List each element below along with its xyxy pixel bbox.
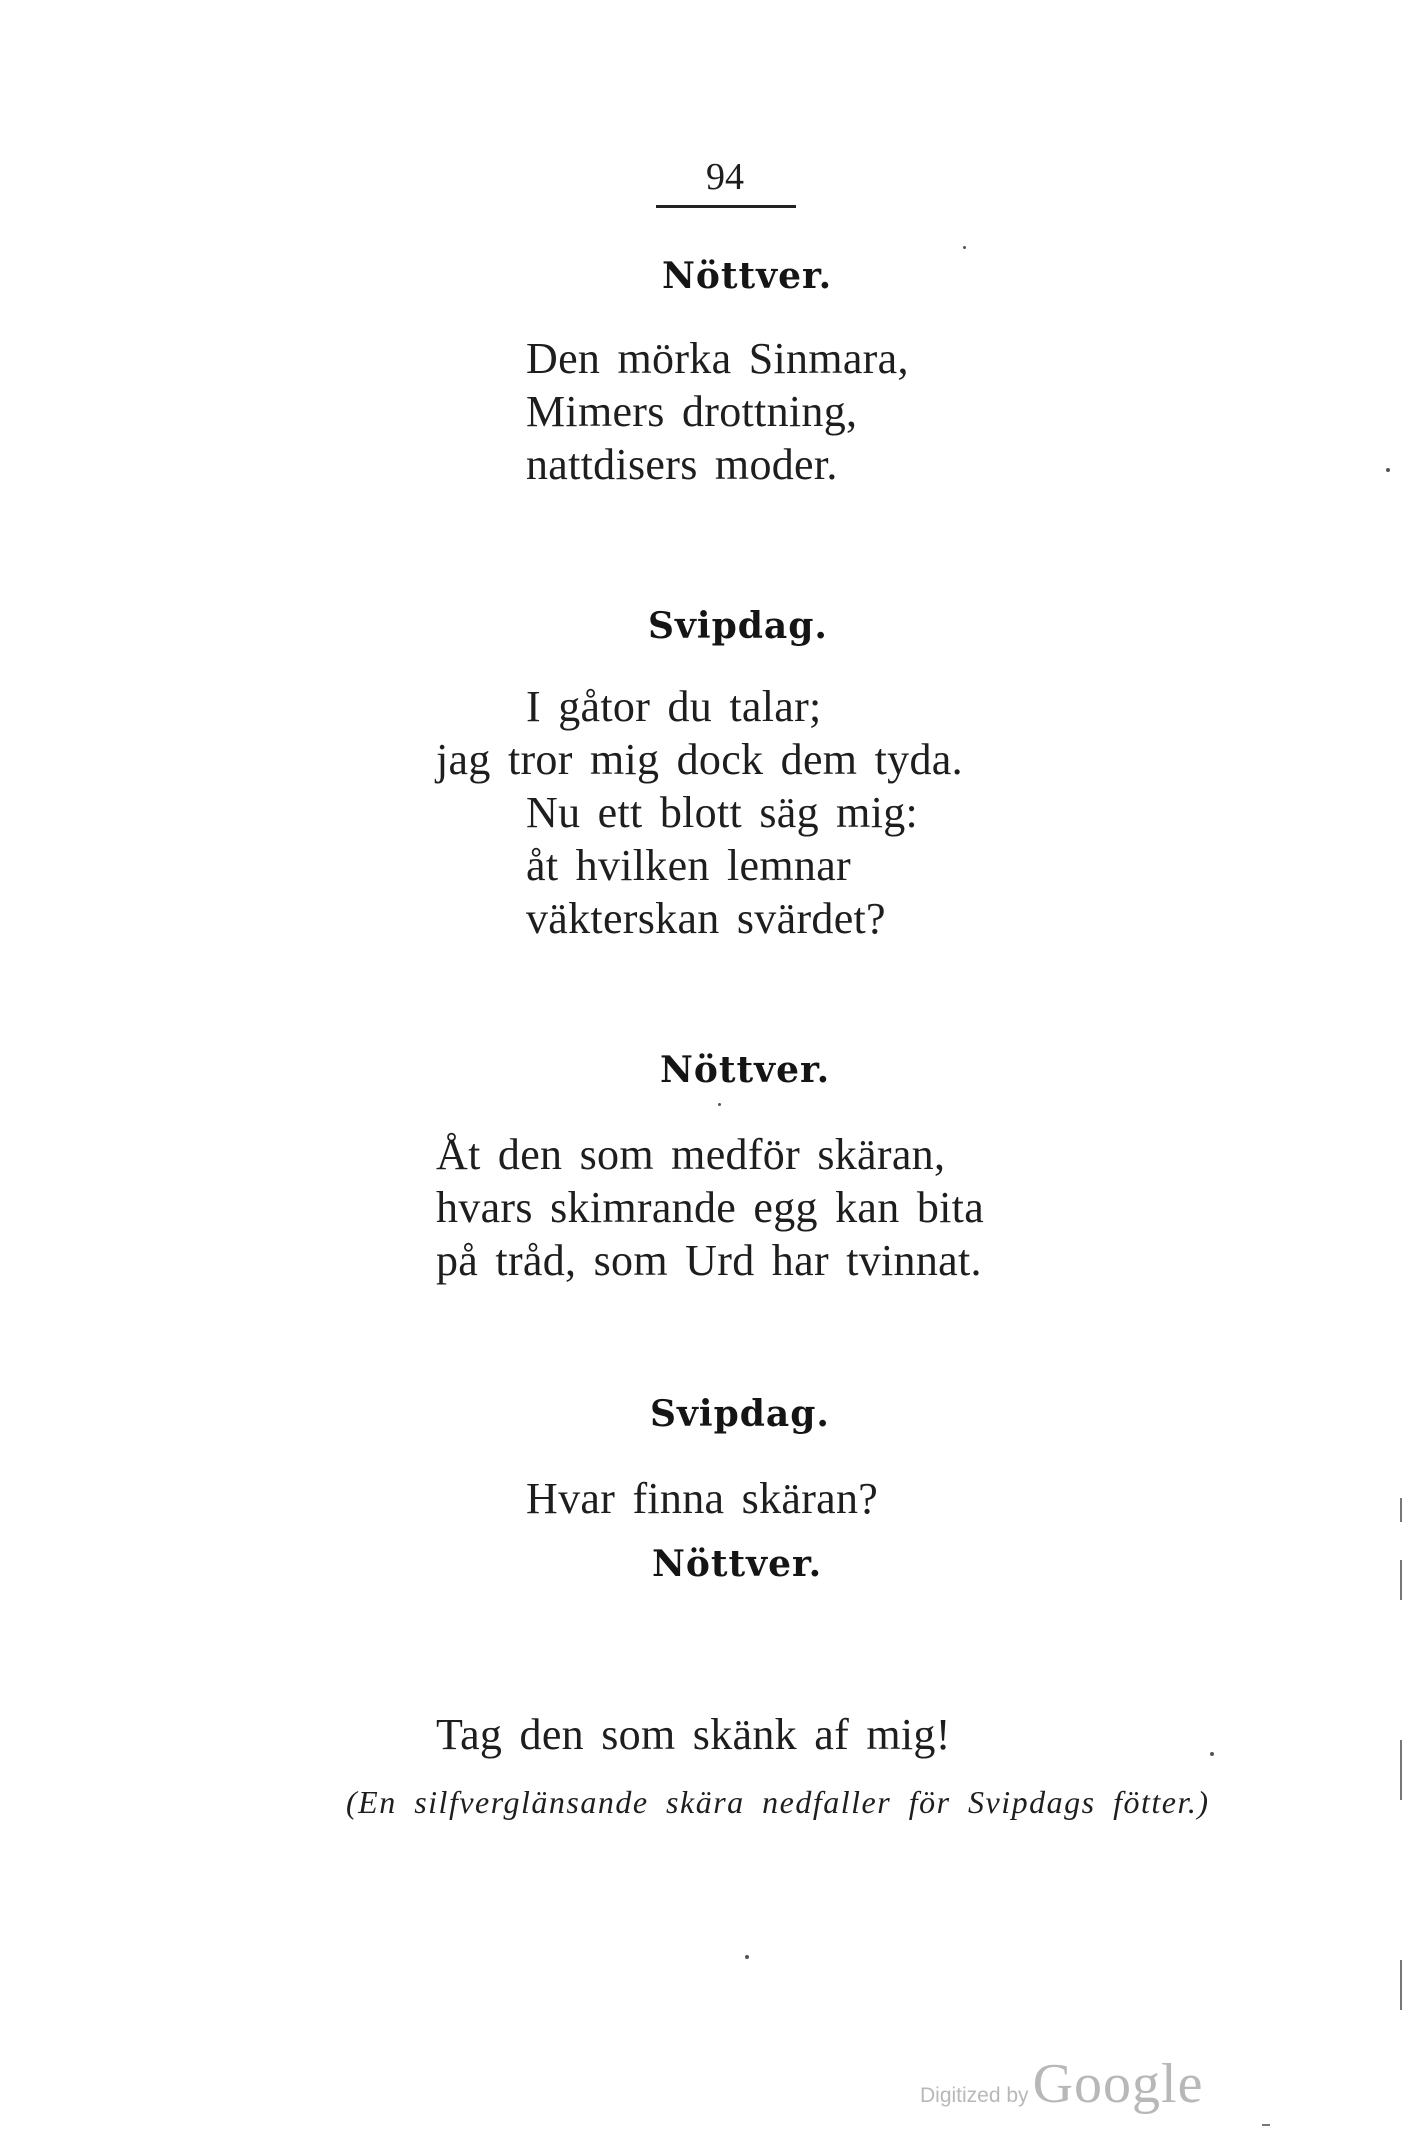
verse-block (436, 1708, 951, 1761)
verse-block (526, 1472, 878, 1525)
page-number: 94 (706, 156, 744, 198)
verse-line: åt hvilken lemnar (526, 841, 851, 890)
scan-speck (1386, 468, 1390, 472)
verse-block (526, 332, 909, 491)
scan-speck (963, 246, 966, 249)
verse-line: väkterskan svärdet? (526, 894, 886, 943)
scan-edge-mark (1400, 1498, 1402, 1522)
verse-line: jag tror mig dock dem tyda. (436, 735, 963, 784)
verse-block (436, 680, 963, 945)
verse-line: Nu ett blott säg mig: (526, 788, 919, 837)
watermark-prefix: Digitized by (920, 2084, 1029, 2107)
speaker-heading: Svipdag. (650, 1393, 830, 1435)
verse-line: Tag den som skänk af mig! (436, 1710, 951, 1759)
scan-speck (745, 1955, 749, 1959)
verse-line: Hvar finna skäran? (526, 1474, 879, 1523)
digitized-watermark (920, 2052, 1203, 2116)
verse-line: nattdisers moder. (526, 440, 838, 489)
watermark-brand: Google (1032, 2053, 1204, 2115)
scan-edge-mark (1400, 1560, 1402, 1600)
speaker-heading: Svipdag. (648, 605, 828, 647)
speaker-heading: Nöttver. (660, 1049, 831, 1091)
verse-line: Åt den som medför skäran, (436, 1130, 946, 1179)
scan-edge-mark (1262, 2124, 1270, 2126)
verse-line: Mimers drottning, (526, 387, 858, 436)
verse-block (436, 1128, 984, 1287)
verse-line: Den mörka Sinmara, (526, 334, 909, 383)
scan-edge-mark (1400, 1960, 1402, 2010)
stage-direction: (En silfverglänsande skära nedfaller för Svipdags fötter.) (346, 1784, 1210, 1820)
speaker-heading: Nöttver. (652, 1543, 823, 1585)
verse-line: I gåtor du talar; (526, 682, 822, 731)
speaker-heading: Nöttver. (662, 255, 833, 297)
verse-line: hvars skimrande egg kan bita (436, 1183, 985, 1232)
scan-edge-mark (1400, 1740, 1402, 1800)
verse-line: på tråd, som Urd har tvinnat. (436, 1236, 982, 1285)
page-number-rule (656, 205, 796, 208)
scan-speck (1210, 1752, 1214, 1756)
scan-speck (718, 1103, 721, 1106)
